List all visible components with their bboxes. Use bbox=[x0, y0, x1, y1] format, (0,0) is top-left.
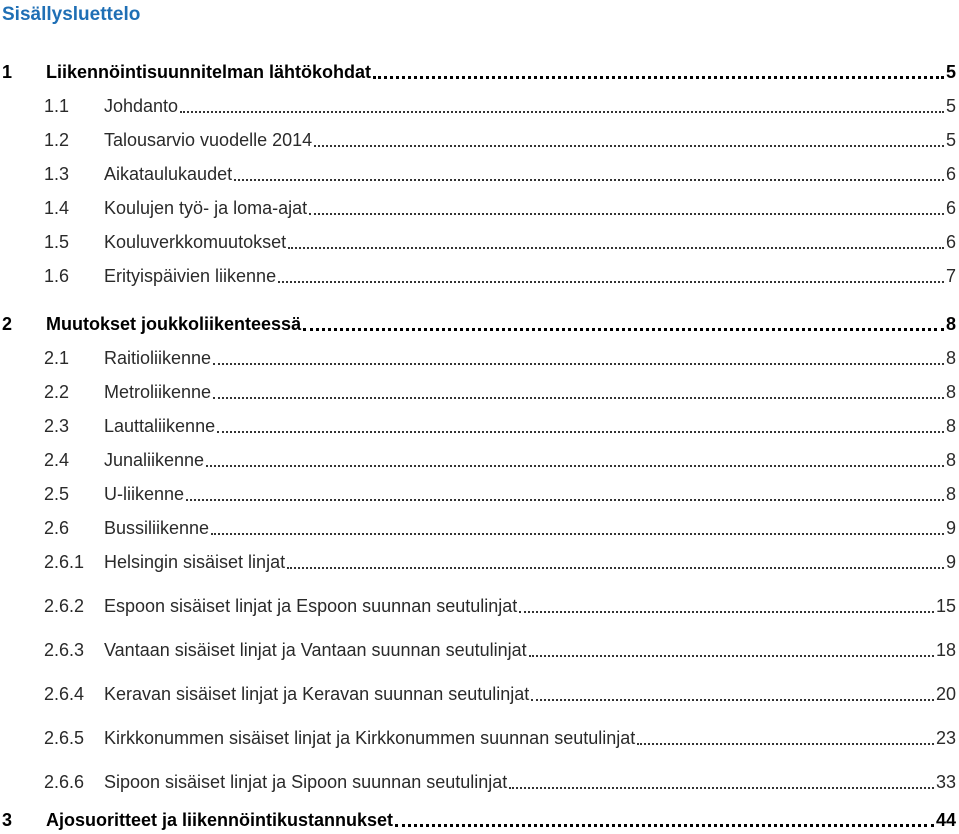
toc-entry-number: 1.2 bbox=[44, 130, 70, 150]
toc-entry-number: 2.3 bbox=[44, 416, 70, 436]
toc-leader-dots bbox=[213, 363, 944, 365]
toc-entry-title[interactable]: Johdanto bbox=[104, 96, 179, 116]
toc-entry-number: 2.6.5 bbox=[44, 728, 85, 748]
toc-entry-page[interactable]: 8 bbox=[945, 450, 956, 470]
toc-entry-page[interactable]: 7 bbox=[945, 266, 956, 286]
toc-entry-page[interactable]: 6 bbox=[945, 198, 956, 218]
toc-leader-dots bbox=[287, 567, 944, 569]
toc-entry[interactable] bbox=[0, 513, 956, 539]
toc-entry[interactable] bbox=[0, 261, 956, 287]
toc-entry-title[interactable]: Metroliikenne bbox=[104, 382, 212, 402]
toc-entry[interactable] bbox=[0, 377, 956, 403]
toc-entry-page[interactable]: 6 bbox=[945, 164, 956, 184]
toc-entry-page[interactable]: 5 bbox=[945, 62, 956, 82]
toc-entry-page[interactable]: 15 bbox=[935, 596, 956, 616]
toc-entry[interactable] bbox=[0, 309, 956, 335]
toc-entry[interactable] bbox=[0, 679, 956, 705]
toc-leader-dots bbox=[206, 465, 944, 467]
toc-entry-title[interactable]: Keravan sisäiset linjat ja Keravan suunnan seutulinjat bbox=[104, 684, 530, 704]
toc-entry-title[interactable]: Kouluverkkomuutokset bbox=[104, 232, 287, 252]
toc-leader-dots bbox=[217, 431, 944, 433]
toc-leader-dots bbox=[519, 611, 934, 613]
toc-entry-title[interactable]: Sipoon sisäiset linjat ja Sipoon suunnan seutulinjat bbox=[104, 772, 508, 792]
toc-entry-number: 2.6.3 bbox=[44, 640, 85, 660]
toc-entry[interactable] bbox=[0, 159, 956, 185]
toc-leader-dots bbox=[180, 111, 944, 113]
toc-entry-page[interactable]: 8 bbox=[945, 484, 956, 504]
toc-leader-dots bbox=[213, 397, 944, 399]
toc-leader-dots bbox=[395, 824, 934, 827]
toc-entry-title[interactable]: Erityispäivien liikenne bbox=[104, 266, 277, 286]
toc-entry-page[interactable]: 8 bbox=[945, 314, 956, 334]
toc-leader-dots bbox=[531, 699, 934, 701]
toc-entry[interactable] bbox=[0, 343, 956, 369]
toc-entry-number: 2.4 bbox=[44, 450, 70, 470]
toc-leader-dots bbox=[529, 655, 934, 657]
toc-leader-dots bbox=[234, 179, 944, 181]
toc-leader-dots bbox=[303, 328, 944, 331]
toc-entry[interactable] bbox=[0, 91, 956, 117]
toc-entry[interactable] bbox=[0, 125, 956, 151]
toc-entry-number: 3 bbox=[2, 810, 13, 830]
toc-entry-title[interactable]: Kirkkonummen sisäiset linjat ja Kirkkonummen suunnan seutulinjat bbox=[104, 728, 636, 748]
toc-entry[interactable] bbox=[0, 57, 956, 83]
toc-entry-number: 1.3 bbox=[44, 164, 70, 184]
toc-entry-page[interactable]: 8 bbox=[945, 348, 956, 368]
toc-entry-number: 1.4 bbox=[44, 198, 70, 218]
toc-entry-page[interactable]: 18 bbox=[935, 640, 956, 660]
toc-entry-title[interactable]: Aikataulukaudet bbox=[104, 164, 233, 184]
toc-entry-title[interactable]: Helsingin sisäiset linjat bbox=[104, 552, 286, 572]
toc-entry-title[interactable]: Koulujen työ- ja loma-ajat bbox=[104, 198, 308, 218]
toc-entry[interactable] bbox=[0, 635, 956, 661]
toc-entry-title[interactable]: Bussiliikenne bbox=[104, 518, 210, 538]
toc-leader-dots bbox=[186, 499, 944, 501]
toc-entry-title[interactable]: Talousarvio vuodelle 2014 bbox=[104, 130, 313, 150]
toc-entry-title[interactable]: Muutokset joukkoliikenteessä bbox=[46, 314, 302, 334]
toc-title: Sisällysluettelo bbox=[2, 4, 141, 25]
toc-entry-page[interactable]: 8 bbox=[945, 382, 956, 402]
toc-entry-page[interactable]: 5 bbox=[945, 96, 956, 116]
toc-entry-title[interactable]: Vantaan sisäiset linjat ja Vantaan suunnan seutulinjat bbox=[104, 640, 527, 660]
toc-entry-page[interactable]: 23 bbox=[935, 728, 956, 748]
toc-entry[interactable] bbox=[0, 767, 956, 793]
toc-entry-number: 1 bbox=[2, 62, 13, 82]
toc-entry-number: 2.1 bbox=[44, 348, 70, 368]
toc-entry-number: 2.6.2 bbox=[44, 596, 85, 616]
toc-entry-title[interactable]: Ajosuoritteet ja liikennöintikustannukset bbox=[46, 810, 394, 830]
toc-leader-dots bbox=[314, 145, 944, 147]
toc-entry-page[interactable]: 8 bbox=[945, 416, 956, 436]
toc-entry[interactable] bbox=[0, 411, 956, 437]
toc-entry[interactable] bbox=[0, 723, 956, 749]
toc-entry[interactable] bbox=[0, 805, 956, 831]
toc-entry[interactable] bbox=[0, 479, 956, 505]
toc-entry[interactable] bbox=[0, 591, 956, 617]
toc-leader-dots bbox=[309, 213, 944, 215]
toc-entry-number: 2.6.1 bbox=[44, 552, 85, 572]
toc-entry-number: 2.6.6 bbox=[44, 772, 85, 792]
toc-entry-number: 2.6.4 bbox=[44, 684, 85, 704]
toc-entry-number: 2 bbox=[2, 314, 13, 334]
toc-entry-number: 1.5 bbox=[44, 232, 70, 252]
toc-entry[interactable] bbox=[0, 227, 956, 253]
toc-leader-dots bbox=[509, 787, 934, 789]
toc-leader-dots bbox=[278, 281, 944, 283]
toc-entry-page[interactable]: 5 bbox=[945, 130, 956, 150]
toc-entry-page[interactable]: 9 bbox=[945, 552, 956, 572]
toc-entry[interactable] bbox=[0, 445, 956, 471]
toc-leader-dots bbox=[637, 743, 934, 745]
toc-entry-number: 2.2 bbox=[44, 382, 70, 402]
toc-entry-title[interactable]: Raitioliikenne bbox=[104, 348, 212, 368]
toc-entry-page[interactable]: 33 bbox=[935, 772, 956, 792]
toc-entry-number: 2.6 bbox=[44, 518, 70, 538]
toc-entry-page[interactable]: 20 bbox=[935, 684, 956, 704]
toc-entry-number: 1.6 bbox=[44, 266, 70, 286]
toc-entry-number: 1.1 bbox=[44, 96, 70, 116]
toc-entry-number: 2.5 bbox=[44, 484, 70, 504]
toc-entry-title[interactable]: Espoon sisäiset linjat ja Espoon suunnan seutulinjat bbox=[104, 596, 518, 616]
toc-entry-title[interactable]: Liikennöintisuunnitelman lähtökohdat bbox=[46, 62, 372, 82]
toc-leader-dots bbox=[211, 533, 944, 535]
toc-entry-page[interactable]: 6 bbox=[945, 232, 956, 252]
toc-leader-dots bbox=[373, 76, 944, 79]
toc-entry-page[interactable]: 44 bbox=[935, 810, 956, 830]
toc-entry-title[interactable]: Junaliikenne bbox=[104, 450, 205, 470]
toc-entry[interactable] bbox=[0, 193, 956, 219]
toc-entry-title[interactable]: U-liikenne bbox=[104, 484, 185, 504]
toc-entry-title[interactable]: Lauttaliikenne bbox=[104, 416, 216, 436]
toc-leader-dots bbox=[288, 247, 944, 249]
toc-entry[interactable] bbox=[0, 547, 956, 573]
toc-entry-page[interactable]: 9 bbox=[945, 518, 956, 538]
